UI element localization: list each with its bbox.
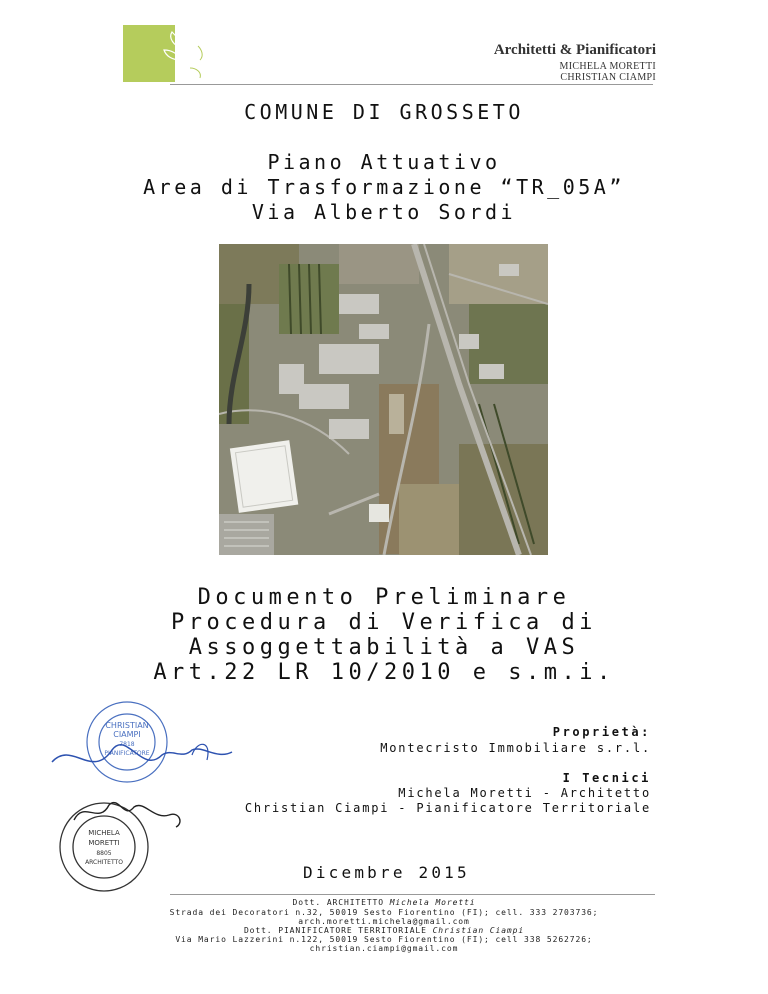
leaf-logo-icon	[160, 28, 206, 80]
svg-text:7818: 7818	[119, 741, 135, 748]
owner-name: Montecristo Immobiliare s.r.l.	[380, 741, 651, 755]
doc-title-line3: Assoggettabilità a VAS	[188, 635, 580, 660]
footer-email-planner: christian.ciampi@gmail.com	[309, 944, 459, 953]
planner-name: CHRISTIAN CIAMPI	[560, 72, 656, 83]
footer-divider	[170, 894, 655, 895]
ownership-label: Proprietà:	[552, 725, 651, 739]
footer-line2: Strada dei Decoratori n.32, 50019 Sesto Fiorentino (FI); cell. 333 2703736;	[169, 908, 599, 917]
stamp-ciampi	[42, 700, 242, 790]
doc-title-line4: Art.22 LR 10/2010 e s.m.i.	[153, 660, 615, 685]
firm-name: Architetti & Pianificatori	[493, 42, 656, 58]
technician-architect: Michela Moretti - Architetto	[398, 786, 651, 800]
footer-line4: Dott. PIANIFICATORE TERRITORIALE Christian Ciampi	[243, 926, 525, 935]
svg-text:CIAMPI: CIAMPI	[113, 730, 141, 739]
svg-text:MICHELA: MICHELA	[88, 829, 120, 837]
svg-text:CHRISTIAN: CHRISTIAN	[105, 721, 149, 730]
technician-planner: Christian Ciampi - Pianificatore Territoriale	[244, 801, 651, 815]
header-divider	[170, 84, 653, 85]
architect-name: MICHELA MORETTI	[559, 61, 656, 72]
plan-title-line1: Piano Attuativo	[267, 150, 501, 174]
footer-email-architect: arch.moretti.michela@gmail.com	[298, 917, 470, 926]
plan-title-line2: Area di Trasformazione “TR_05A”	[143, 175, 625, 199]
stamp-moretti	[44, 795, 194, 895]
footer-line1: Dott. ARCHITETTO Michela Moretti	[292, 898, 476, 907]
technicians-label: I Tecnici	[562, 771, 651, 785]
svg-text:MORETTI: MORETTI	[88, 839, 120, 847]
footer-line5: Via Mario Lazzerini n.122, 50019 Sesto Fiorentino (FI); cell 338 5262726;	[175, 935, 593, 944]
doc-title-line1: Documento Preliminare	[197, 585, 571, 610]
aerial-photo	[219, 244, 548, 555]
plan-title-line3: Via Alberto Sordi	[251, 200, 517, 224]
doc-title-line2: Procedura di Verifica di	[171, 610, 597, 635]
svg-text:PIANIFICATORE: PIANIFICATORE	[104, 750, 150, 757]
document-date: Dicembre 2015	[303, 863, 470, 882]
svg-text:ARCHITETTO: ARCHITETTO	[85, 859, 123, 866]
svg-text:8805: 8805	[96, 850, 112, 857]
municipality-title: COMUNE DI GROSSETO	[244, 100, 524, 124]
